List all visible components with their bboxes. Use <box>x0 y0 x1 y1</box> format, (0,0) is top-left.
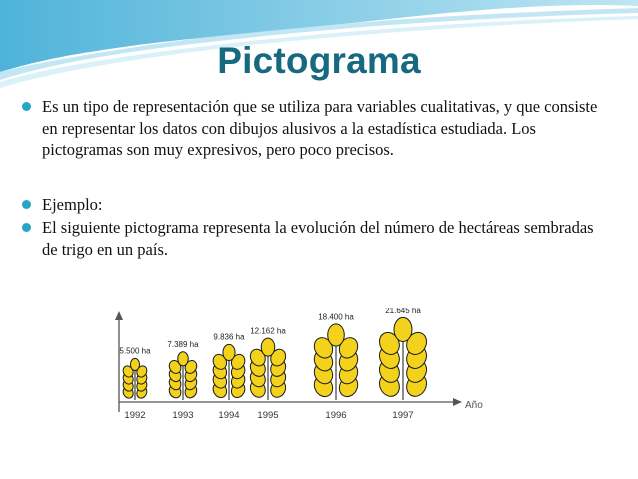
value-label: 9.836 ha <box>213 332 245 342</box>
bullet-text: El siguiente pictograma representa la evolución del número de hectáreas sembradas de trigo en un país. <box>42 218 594 259</box>
bullet-icon <box>22 200 31 209</box>
wheat-icon <box>248 338 289 400</box>
y-axis-arrow-icon <box>115 311 123 320</box>
wheat-icon <box>167 352 199 400</box>
wheat-icon <box>376 317 431 400</box>
x-tick-label: 1996 <box>325 410 347 421</box>
bullet-item <box>22 217 612 260</box>
x-tick-label: 1994 <box>218 410 240 421</box>
x-tick-label: 1993 <box>172 410 194 421</box>
x-tick-label: 1997 <box>392 410 414 421</box>
value-label: 12.162 ha <box>250 326 286 336</box>
pictogram-chart <box>105 308 505 428</box>
bullet-text: Ejemplo: <box>42 194 103 214</box>
value-label: 18.400 ha <box>318 312 354 322</box>
x-tick-label: 1992 <box>124 410 146 421</box>
bullet-icon <box>22 223 31 232</box>
x-tick-label: 1995 <box>257 410 279 421</box>
bullet-item <box>22 96 612 161</box>
value-label: 7.389 ha <box>167 340 199 350</box>
value-label: 21.645 ha <box>385 308 421 315</box>
slide-title: Pictograma <box>217 40 421 81</box>
bullet-list <box>22 96 612 260</box>
bullet-text: Es un tipo de representación que se utiliza para variables cualitativas, y que consiste en representar los datos con dibujos alusivos a la estadística estudiada. Los pictogramas son muy expresivos, pero poco precisos. <box>42 97 598 159</box>
wheat-icon <box>211 344 248 400</box>
value-label: 5.500 ha <box>119 346 151 356</box>
wheat-icon <box>121 358 149 400</box>
x-axis-arrow-icon <box>453 398 462 406</box>
wheat-icon <box>311 324 361 400</box>
bullet-item <box>22 194 612 216</box>
bullet-icon <box>22 102 31 111</box>
x-axis-label: Año <box>465 400 483 411</box>
